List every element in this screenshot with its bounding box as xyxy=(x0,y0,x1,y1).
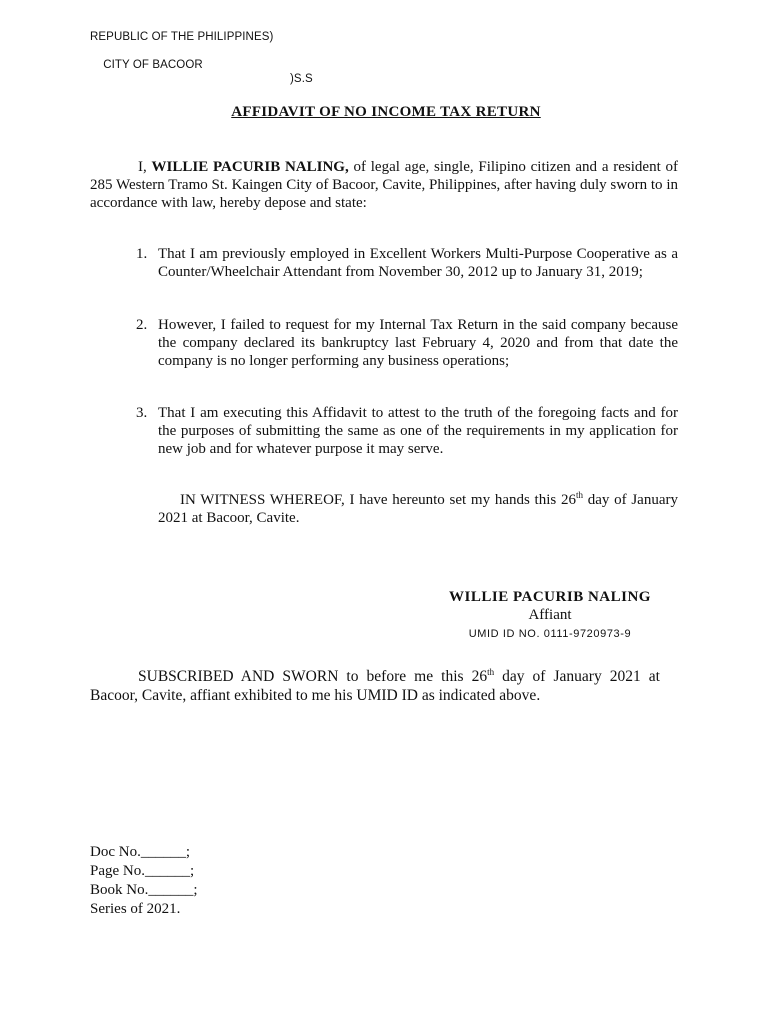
page-number: Page No.______; xyxy=(90,863,195,879)
document-title-text: AFFIDAVIT OF NO INCOME TAX RETURN xyxy=(231,104,541,120)
intro-text: of legal age, single, Filipino citizen and a resident of 285 Western Tramo St. Kaingen City of Bacoor, Cavite, Philippines, after having duly sworn to in accordance with law, hereby depose and state: xyxy=(90,159,678,211)
venue-city-row xyxy=(90,44,313,100)
venue-header xyxy=(90,30,313,100)
jurat-paragraph xyxy=(90,667,660,705)
intro-prefix: I, xyxy=(138,159,152,175)
book-number: Book No.______; xyxy=(90,882,198,898)
venue-ss: )S.S xyxy=(290,73,313,85)
jurat-ordinal-suffix: th xyxy=(487,666,495,677)
list-item xyxy=(136,404,678,458)
notarial-register xyxy=(90,843,198,919)
list-item-text: That I am previously employed in Excellent Workers Multi-Purpose Cooperative as a Counter/Wheelchair Attendant from November 30, 2012 up to January 31, 2019; xyxy=(158,246,678,280)
list-item-text: However, I failed to request for my Internal Tax Return in the said company because the company declared its bankruptcy last February 4, 2020 and from that date the company is no longer performing any business operations; xyxy=(158,317,678,369)
witness-ordinal-suffix: th xyxy=(575,490,583,500)
signature-block xyxy=(400,588,700,643)
venue-city: CITY OF BACOOR xyxy=(103,59,203,71)
list-item-text: That I am executing this Affidavit to attest to the truth of the foregoing facts and for the purposes of submitting the same as one of the requirements in my application for new job and for whatever purpose it may serve. xyxy=(158,405,678,457)
affiant-signature-name: WILLIE PACURIB NALING xyxy=(449,589,651,605)
doc-number: Doc No.______; xyxy=(90,844,190,860)
witness-text-before: IN WITNESS WHEREOF, I have hereunto set my hands this 26 xyxy=(180,492,576,508)
witness-text-after: day of January 2021 at Bacoor, Cavite. xyxy=(158,492,678,526)
document-title xyxy=(0,103,768,121)
list-item-number: 1. xyxy=(136,246,148,262)
list-item-number: 2. xyxy=(136,317,148,333)
list-item xyxy=(136,316,678,370)
intro-paragraph xyxy=(90,158,678,212)
witness-paragraph xyxy=(158,491,678,527)
list-item-number: 3. xyxy=(136,405,148,421)
affiant-name-inline: WILLIE PACURIB NALING, xyxy=(151,159,349,175)
jurat-text-before: SUBSCRIBED AND SWORN to before me this 26 xyxy=(138,668,488,685)
list-item xyxy=(136,245,678,281)
series-year: Series of 2021. xyxy=(90,901,181,917)
venue-republic: REPUBLIC OF THE PHILIPPINES) xyxy=(90,31,274,43)
affiant-label: Affiant xyxy=(528,607,572,623)
umid-id-number: UMID ID NO. 0111-9720973-9 xyxy=(468,628,632,640)
jurat-text-after: day of January 2021 at Bacoor, Cavite, affiant exhibited to me his UMID ID as indicated above. xyxy=(90,668,660,704)
